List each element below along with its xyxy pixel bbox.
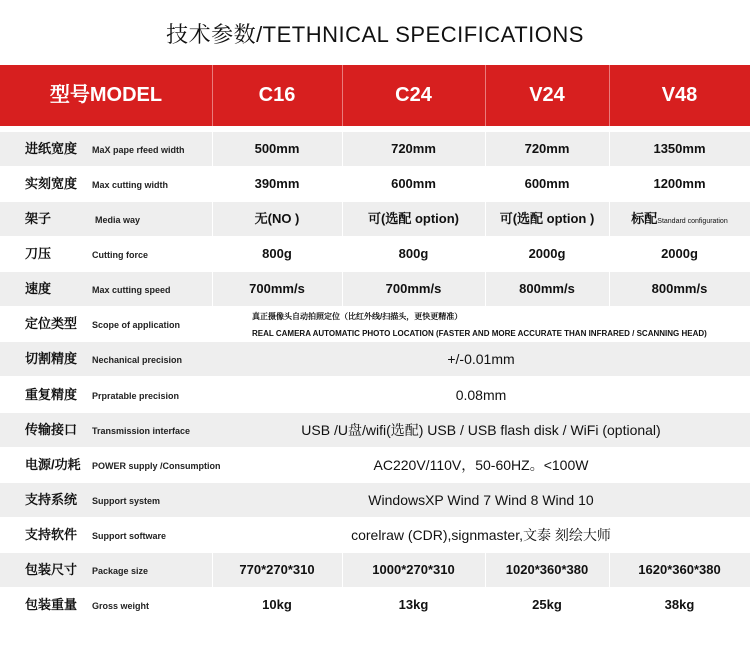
row-label-cn: 刀压 [25, 246, 52, 261]
row-label-en: POWER supply /Consumption [92, 461, 221, 471]
table-header [0, 65, 750, 126]
row-label-cn: 进纸宽度 [25, 141, 78, 156]
table-row [0, 342, 750, 376]
table-row [0, 237, 750, 271]
row-label-cn: 切割精度 [25, 351, 78, 366]
model-v24-header: V24 [529, 84, 565, 106]
row-label-en: Max cutting width [92, 180, 168, 190]
cell-v24: 800mm/s [519, 281, 575, 296]
table-row [0, 272, 750, 306]
table-row [0, 413, 750, 447]
cell-v48: 38kg [664, 597, 695, 612]
cell-v48 [609, 202, 750, 236]
row-label-en: Scope of application [92, 320, 181, 330]
row-label-en: Cutting force [92, 250, 148, 260]
table-row [0, 378, 750, 412]
cell-all-models: AC220V/110V，50-60HZ。<100W [373, 457, 589, 473]
row-label-cn: 包装重量 [25, 597, 78, 612]
cell-all-models: 0.08mm [455, 387, 507, 403]
table-row [0, 202, 750, 236]
cell-c24: 800g [398, 246, 429, 261]
row-label-en: Max cutting speed [92, 285, 171, 295]
row-label-cn: 支持系统 [25, 492, 78, 507]
row-label-en: Gross weight [92, 601, 150, 611]
cell-c24: 700mm/s [385, 281, 442, 296]
row-label-cn: 电源/功耗 [25, 457, 81, 472]
cell-c24: 1000*270*310 [372, 562, 455, 577]
cell-all-models: USB /U盘/wifi(选配) USB / USB flash disk / WiFi (optional) [301, 422, 661, 438]
cell-v48-note: Standard configuration [657, 218, 728, 225]
cell-v24: 2000g [528, 246, 566, 261]
location-description-cn: 真正摄像头自动拍照定位（比红外线/扫描头，更快更精准） [252, 312, 463, 321]
model-column-header: 型号MODEL [49, 84, 163, 106]
location-description-en: REAL CAMERA AUTOMATIC PHOTO LOCATION (FASTER AND MORE ACCURATE THAN INFRARED / SCANNING HEAD) [252, 329, 707, 338]
row-label-en: Nechanical precision [92, 355, 183, 365]
cell-v48: 1620*360*380 [638, 562, 721, 577]
table-row [0, 448, 750, 482]
page-title: 技术参数/TETHNICAL SPECIFICATIONS [166, 22, 584, 47]
cell-v24: 可(选配 option ) [499, 211, 595, 226]
cell-v24: 600mm [524, 176, 570, 191]
row-label-en: MaX pape rfeed width [92, 145, 185, 155]
row-label-en: Media way [95, 215, 141, 225]
table-row [0, 167, 750, 201]
table-row [0, 132, 750, 166]
cell-c16: 770*270*310 [239, 562, 315, 577]
table-row [0, 307, 750, 341]
cell-c24: 600mm [391, 176, 436, 191]
cell-c16: 10kg [262, 597, 292, 612]
cell-c16: 390mm [254, 176, 300, 191]
cell-c24: 720mm [391, 141, 436, 156]
row-label-en: Transmission interface [92, 426, 191, 436]
row-label-en: Support software [92, 531, 167, 541]
row-label-cn: 传输接口 [25, 422, 78, 437]
row-label-cn: 实刻宽度 [25, 176, 78, 191]
table-row [0, 553, 750, 587]
cell-c16: 无(NO ) [254, 211, 300, 226]
cell-all-models: WindowsXP Wind 7 Wind 8 Wind 10 [368, 492, 594, 508]
cell-c24: 13kg [398, 597, 429, 612]
cell-v48: 2000g [661, 246, 698, 261]
cell-v48-value: 标配 [631, 211, 658, 226]
cell-c24: 可(选配 option) [368, 211, 459, 226]
row-label-en: Package size [92, 566, 149, 576]
cell-all-models: +/-0.01mm [447, 351, 515, 367]
table-row [0, 518, 750, 552]
row-label-cn: 定位类型 [25, 316, 78, 331]
cell-v48: 1200mm [653, 176, 706, 191]
row-label-en: Support system [92, 496, 161, 506]
model-v48-header: V48 [661, 84, 698, 106]
row-label-cn: 支持软件 [25, 527, 78, 542]
table-row [0, 588, 750, 622]
model-c24-header: C24 [395, 84, 432, 106]
cell-c16: 800g [262, 246, 292, 261]
row-label-cn: 速度 [25, 281, 52, 296]
row-label-cn: 包装尺寸 [25, 562, 78, 577]
row-label-cn: 重复精度 [25, 387, 78, 402]
row-label-en: Prpratable precision [92, 391, 180, 401]
table-row [0, 483, 750, 517]
cell-c16: 700mm/s [249, 281, 305, 296]
cell-all-models: corelraw (CDR),signmaster,文泰 刻绘大师 [351, 527, 611, 543]
cell-v48: 1350mm [653, 141, 706, 156]
cell-v24: 720mm [524, 141, 570, 156]
model-c16-header: C16 [258, 84, 296, 106]
cell-v48: 800mm/s [651, 281, 708, 296]
cell-c16: 500mm [254, 141, 300, 156]
cell-v24: 1020*360*380 [505, 562, 589, 577]
cell-v24: 25kg [532, 597, 562, 612]
row-label-cn: 架子 [25, 211, 52, 226]
